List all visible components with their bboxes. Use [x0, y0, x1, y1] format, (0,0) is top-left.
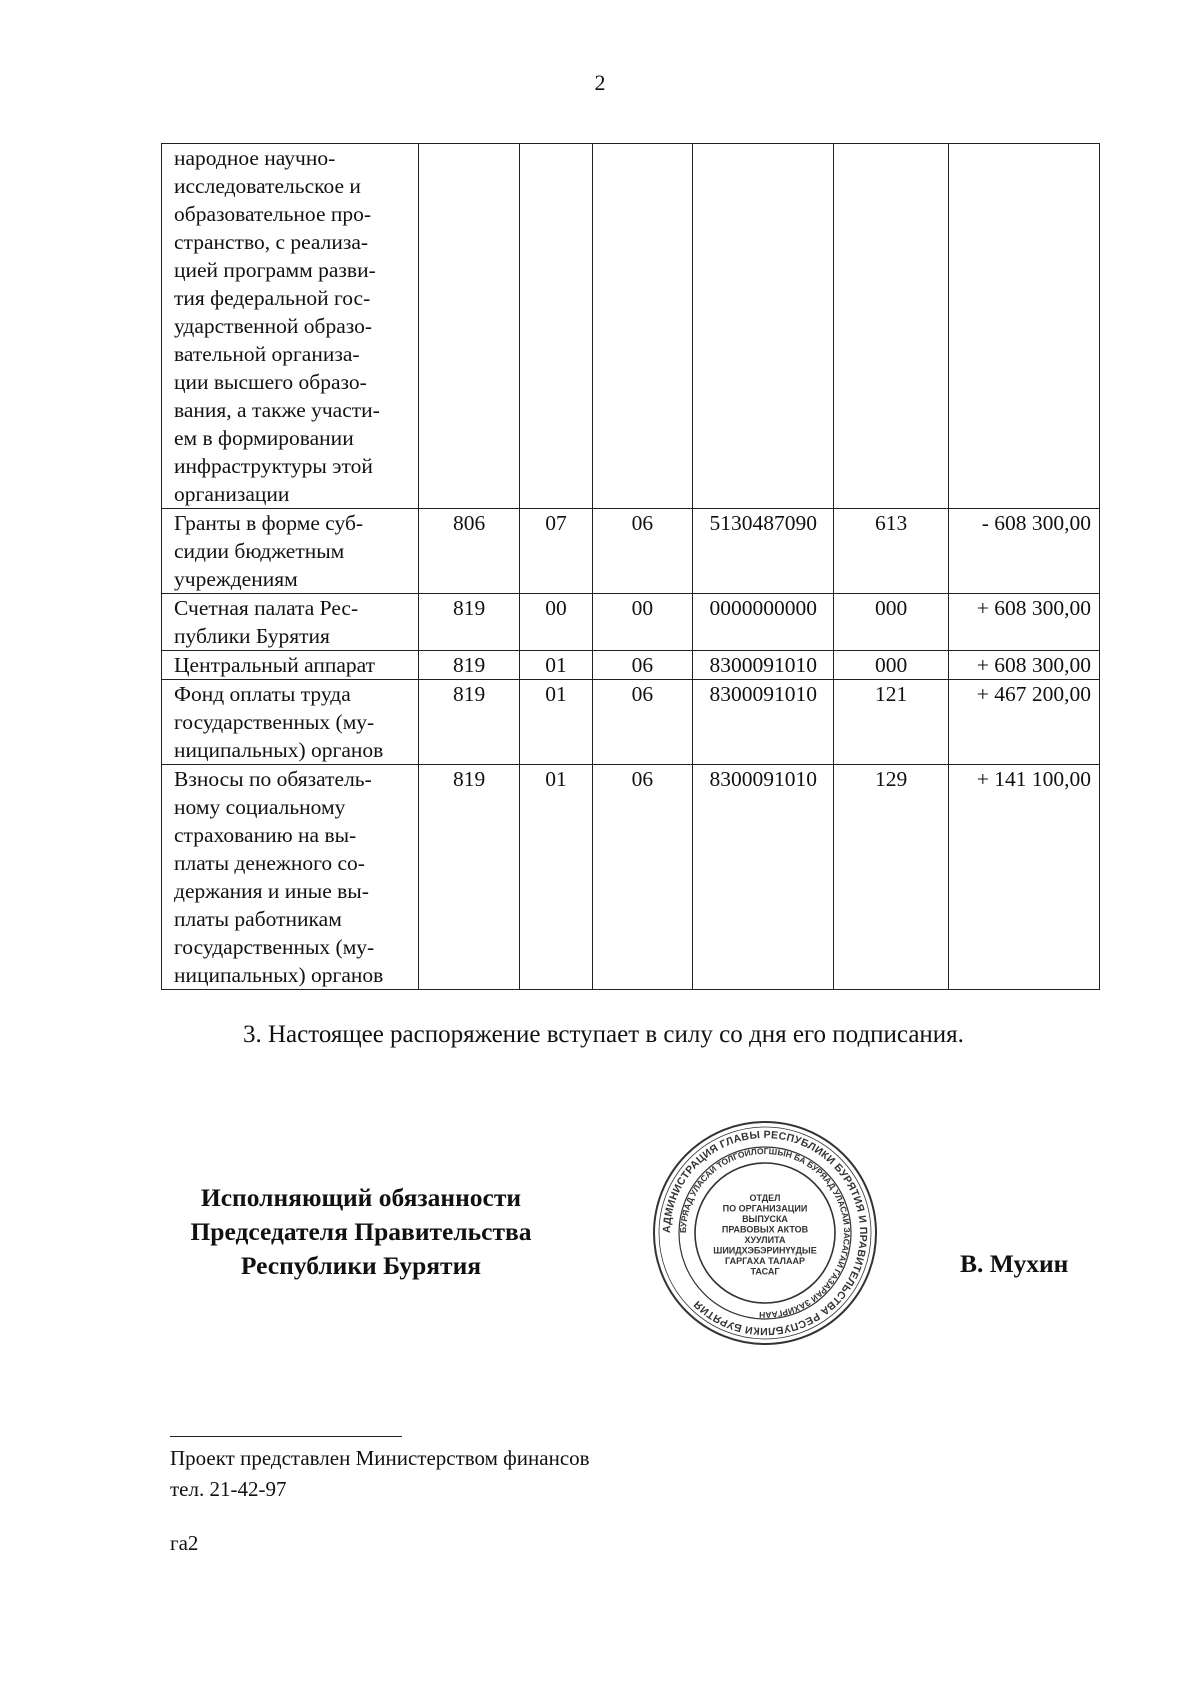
seal-outer-text: АДМИНИСТРАЦИЯ ГЛАВЫ РЕСПУБЛИКИ БУРЯТИЯ И ПРАВИТЕЛЬСТВА РЕСПУБЛИКИ БУРЯТИЯ [660, 1128, 870, 1338]
expense-type-cell: 000 [834, 651, 948, 680]
footnote-line: тел. 21-42-97 [170, 1477, 287, 1501]
table-row [162, 680, 1100, 765]
section-cell: 01 [520, 651, 592, 680]
seal-center-line: ПРАВОВЫХ АКТОВ [721, 1224, 809, 1235]
amount-cell: - 608 300,00 [948, 509, 1099, 594]
admin-code-cell [418, 144, 519, 509]
page-number: 2 [594, 70, 606, 95]
subsection-cell: 06 [592, 680, 692, 765]
admin-code-cell: 819 [418, 680, 519, 765]
clause-3-text: 3. Настоящее распоряжение вступает в силу со дня его подписания. [243, 1021, 964, 1048]
subsection-cell: 00 [592, 594, 692, 651]
row-name-cell: Взносы по обязатель- ному социальному страхованию на вы- платы денежного со- держания и иные вы- платы работникам государственных (му- ниципальных) органов [162, 765, 419, 990]
amount-cell: + 141 100,00 [948, 765, 1099, 990]
admin-code-cell: 819 [418, 765, 519, 990]
expense-type-cell: 129 [834, 765, 948, 990]
signatory-title [170, 1181, 552, 1283]
subsection-cell: 06 [592, 765, 692, 990]
signatory-title-line: Председателя Правительства [190, 1217, 532, 1246]
row-name-cell: Счетная палата Рес- публики Бурятия [162, 594, 419, 651]
amount-cell: + 608 300,00 [948, 594, 1099, 651]
seal-center-line: ГАРГАХА ТАЛААР [725, 1256, 805, 1266]
table-row [162, 594, 1100, 651]
footnote [170, 1443, 590, 1505]
section-cell: 00 [520, 594, 592, 651]
seal-center-line: ТАСАГ [750, 1266, 780, 1277]
table-row [162, 144, 1100, 509]
seal-center-text [713, 1193, 816, 1277]
seal-center-line: ХУУЛИТА [744, 1235, 786, 1245]
table-row [162, 509, 1100, 594]
seal-center-line: ПО ОРГАНИЗАЦИИ [722, 1203, 808, 1214]
subsection-cell: 06 [592, 509, 692, 594]
seal-center-line: ШИИДХЭБЭРИНҮҮДЫЕ [713, 1245, 817, 1256]
official-seal [651, 1119, 879, 1347]
amount-cell: + 608 300,00 [948, 651, 1099, 680]
section-cell: 07 [520, 509, 592, 594]
footnote-line: Проект представлен Министерством финансов [170, 1446, 590, 1470]
amount-cell: + 467 200,00 [948, 680, 1099, 765]
subsection-cell: 06 [592, 651, 692, 680]
budget-table [161, 143, 1100, 990]
table-row [162, 765, 1100, 990]
signer-name: В. Мухин [960, 1249, 1069, 1278]
target-article-cell: 8300091010 [693, 680, 834, 765]
row-name-cell: народное научно- исследовательское и образовательное про- странство, с реализа- цией программ разви- тия федеральной гос- ударственной образо- вательной организа- ции высшего образо- вания, а также участи- ем в формировании инфраструктуры этой организации [162, 144, 419, 509]
seal-center-line: ВЫПУСКА [742, 1214, 788, 1224]
admin-code-cell: 819 [418, 651, 519, 680]
admin-code-cell: 819 [418, 594, 519, 651]
signatory-title-line: Республики Бурятия [240, 1251, 482, 1280]
admin-code-cell: 806 [418, 509, 519, 594]
target-article-cell: 0000000000 [693, 594, 834, 651]
amount-cell [948, 144, 1099, 509]
target-article-cell: 5130487090 [693, 509, 834, 594]
table-row [162, 651, 1100, 680]
section-cell [520, 144, 592, 509]
expense-type-cell: 613 [834, 509, 948, 594]
document-code: га2 [170, 1531, 199, 1555]
section-cell: 01 [520, 765, 592, 990]
expense-type-cell [834, 144, 948, 509]
target-article-cell [693, 144, 834, 509]
seal-center-line: ОТДЕЛ [749, 1193, 781, 1203]
target-article-cell: 8300091010 [693, 651, 834, 680]
seal-inner-text: БУРЯАД УЛАСАЙ ТОЛГОЙЛОГШЫН БА БУРЯАД УЛАСАЙ ЗАСАГАЙ ГАЗАРАЙ ЗАХИРГААН [677, 1145, 853, 1321]
row-name-cell: Фонд оплаты труда государственных (му- ниципальных) органов [162, 680, 419, 765]
row-name-cell: Центральный аппарат [162, 651, 419, 680]
footnote-divider [170, 1436, 402, 1437]
expense-type-cell: 000 [834, 594, 948, 651]
signatory-title-line: Исполняющий обязанности [200, 1183, 522, 1212]
section-cell: 01 [520, 680, 592, 765]
row-name-cell: Гранты в форме суб- сидии бюджетным учреждениям [162, 509, 419, 594]
subsection-cell [592, 144, 692, 509]
expense-type-cell: 121 [834, 680, 948, 765]
target-article-cell: 8300091010 [693, 765, 834, 990]
